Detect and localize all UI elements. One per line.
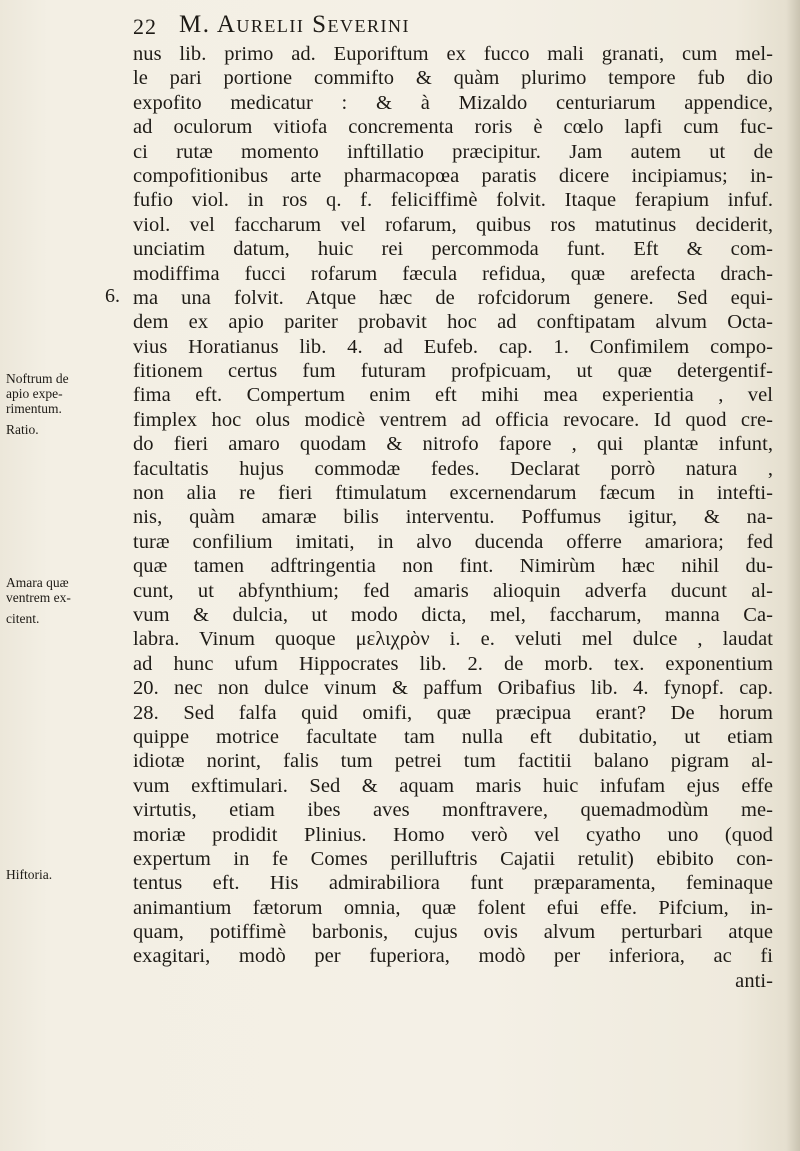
text-line: unciatim datum, huic rei percommoda funt. Eft & com- (133, 238, 773, 261)
margin-note-amara (6, 575, 126, 626)
margin-note-historia (6, 867, 126, 882)
text-line: nis, quàm amaræ bilis interventu. Poffumus igitur, & na- (133, 506, 773, 529)
text-line: ad oculorum vitiofa concrementa roris è cœlo lapfi cum fuc- (133, 116, 773, 139)
text-line: 28. Sed falfa quid omifi, quæ præcipua erant? De horum (133, 701, 773, 724)
page-edge-shadow (786, 0, 800, 1151)
margin-note-line: Ratio. (6, 422, 39, 437)
text-line: exagitari, modò per fuperiora, modò per inferiora, ac fi (133, 945, 773, 968)
text-line: compofitionibus arte pharmacopœa paratis dicere incipiamus; in- (133, 164, 773, 187)
page-header (133, 6, 773, 40)
text-line: animantium fætorum omnia, quæ folent efui effe. Pifcium, in- (133, 896, 773, 919)
text-line: fima eft. Compertum enim eft mihi mea experientia , vel (133, 384, 773, 407)
text-line: tentus eft. His admirabiliora funt præparamenta, feminaque (133, 872, 773, 895)
margin-note-line: Noftrum de (6, 371, 69, 386)
text-line: dem ex apio pariter probavit hoc ad conftipatam alvum Octa- (133, 311, 773, 334)
margin-note-line: Hiftoria. (6, 867, 53, 882)
margin-note-line: ventrem ex- (6, 590, 71, 605)
text-line: virtutis, etiam ibes aves monftravere, quemadmodùm me- (133, 799, 773, 822)
text-line: vum exftimulari. Sed & aquam maris huic infufam ejus effe (133, 774, 773, 797)
text-line: 20. nec non dulce vinum & paffum Oribafius lib. 4. fynopf. cap. (133, 677, 773, 700)
text-line: cunt, ut abfynthium; fed amaris alioquin adverfa ducunt al- (133, 579, 773, 602)
text-line: vius Horatianus lib. 4. ad Eufeb. cap. 1. Confimilem compo- (133, 335, 773, 358)
text-line: facultatis hujus commodæ fedes. Declarat porrò natura , (133, 457, 773, 480)
text-line: moriæ prodidit Plinius. Homo verò vel cyatho uno (quod (133, 823, 773, 846)
text-line: expofito medicatur : & à Mizaldo centuriarum appendice, (133, 91, 773, 114)
text-line: expertum in fe Comes perilluftris Cajatii retulit) ebibito con- (133, 847, 773, 870)
text-line: ma una folvit. Atque hæc de rofcidorum genere. Sed equi- (133, 286, 773, 309)
margin-note-line: citent. (6, 611, 40, 626)
page-number: 22 (133, 14, 157, 39)
text-line: fimplex hoc olus modicè ventrem ad officia revocare. Id quod cre- (133, 408, 773, 431)
margin-note-line: apio expe- (6, 386, 63, 401)
section-marker: 6. (105, 285, 120, 307)
running-head: M. Aurelii Severini (179, 11, 411, 38)
text-line: turæ confilium imitati, in alvo ducenda offerre amariora; fed (133, 530, 773, 553)
text-line: ci rutæ momento inftillatio præcipitur. Jam autem ut de (133, 140, 773, 163)
text-line: ad hunc ufum Hippocrates lib. 2. de morb. tex. exponentium (133, 652, 773, 675)
text-line: do fieri amaro quodam & nitrofo fapore , qui plantæ infunt, (133, 433, 773, 456)
text-line: vum & dulcia, ut modo dicta, mel, faccharum, manna Ca- (133, 603, 773, 626)
text-line: viol. vel faccharum vel rofarum, quibus ros matutinus deciderit, (133, 213, 773, 236)
body-text (133, 42, 773, 993)
text-line: quam, potiffimè barbonis, cujus ovis alvum perturbari atque (133, 921, 773, 944)
text-line: fitionem certus fum futuram profpicuam, ut quæ detergentif- (133, 360, 773, 383)
text-line: anti- (735, 969, 773, 992)
text-line: quippe motrice facultate tam nulla eft dubitatio, ut etiam (133, 725, 773, 748)
text-line: quæ tamen adftringentia non fint. Nimirùm hæc nihil du- (133, 555, 773, 578)
text-line: le pari portione commifto & quàm plurimo tempore fub dio (133, 67, 773, 90)
text-line: idiotæ norint, falis tum petrei tum factitii balano pigram al- (133, 750, 773, 773)
margin-note-line: rimentum. (6, 401, 62, 416)
text-line: modiffima fucci rofarum fæcula refidua, quæ arefecta drach- (133, 262, 773, 285)
text-line: nus lib. primo ad. Euporiftum ex fucco mali granati, cum mel- (133, 43, 773, 65)
text-line: non alia re fieri ftimulatum excernendarum fæcum in intefti- (133, 482, 773, 505)
margin-note-line: Amara quæ (6, 575, 69, 590)
margin-note-experiment (6, 371, 126, 437)
text-line: fufio viol. in ros q. f. feliciffimè folvit. Itaque ferapium infuf. (133, 189, 773, 212)
text-line: labra. Vinum quoque μελιχρὸν i. e. veluti mel dulce , laudat (133, 628, 773, 651)
